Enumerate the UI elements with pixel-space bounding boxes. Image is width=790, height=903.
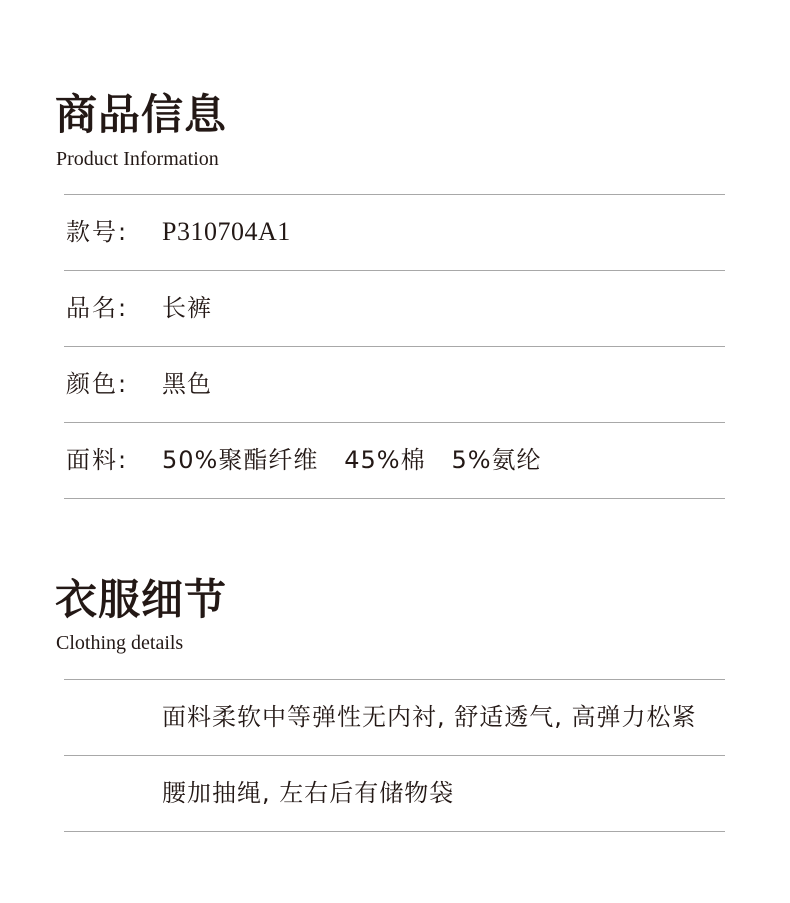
info-row-fabric xyxy=(64,423,725,499)
clothing-details-subtitle: Clothing details xyxy=(56,632,184,654)
info-row-color xyxy=(64,347,725,423)
info-label: 品名: xyxy=(66,294,129,322)
product-info-table xyxy=(64,194,725,499)
product-info-subtitle: Product Information xyxy=(56,148,219,170)
detail-row xyxy=(64,756,725,832)
info-value: P310704A1 xyxy=(162,217,291,246)
detail-value: 腰加抽绳, 左右后有储物袋 xyxy=(162,779,455,807)
product-info-title: 商品信息 xyxy=(55,90,228,139)
clothing-details-table xyxy=(64,679,725,832)
info-label: 面料: xyxy=(66,446,129,474)
info-label: 颜色: xyxy=(66,370,129,398)
info-label: 款号: xyxy=(66,218,129,246)
detail-value: 面料柔软中等弹性无内衬, 舒适透气, 高弹力松紧 xyxy=(162,703,697,731)
info-value: 50%聚酯纤维 45%棉 5%氨纶 xyxy=(162,446,542,474)
info-value: 黑色 xyxy=(162,370,212,398)
info-row-style-number xyxy=(64,195,725,271)
clothing-details-title: 衣服细节 xyxy=(55,575,228,624)
detail-row xyxy=(64,680,725,756)
info-row-product-name xyxy=(64,271,725,347)
info-value: 长裤 xyxy=(162,294,212,322)
